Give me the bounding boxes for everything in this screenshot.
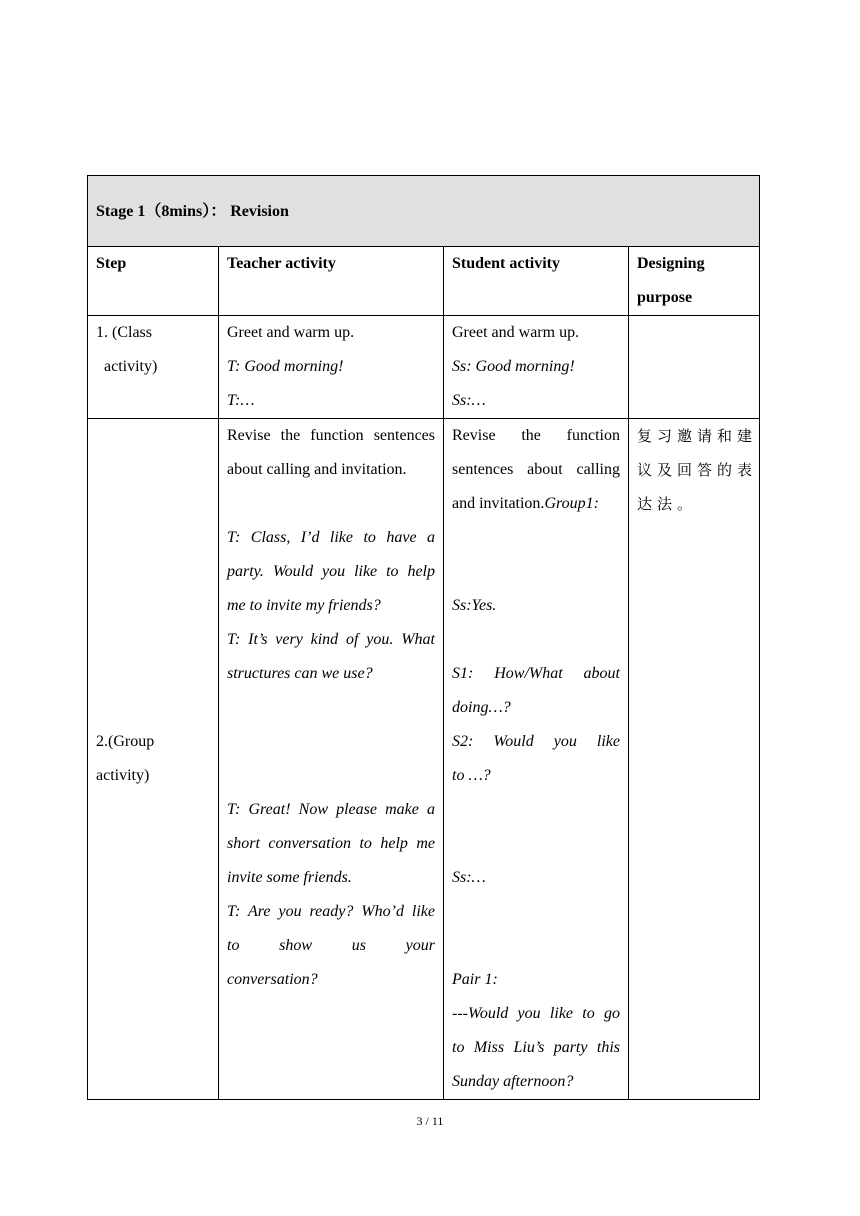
stage-row <box>88 176 760 247</box>
teacher-line: Revise the function sentences <box>227 427 435 444</box>
teacher-line: me to invite my friends? <box>227 597 381 614</box>
teacher-line: conversation? <box>227 971 318 988</box>
student-activity-cell <box>444 316 629 419</box>
step-line: activity) <box>96 767 150 784</box>
purpose-line: 复习邀请和建 <box>637 427 758 445</box>
student-line: Pair 1: <box>452 971 498 988</box>
teacher-line: T: Are you ready? Who’d like <box>227 903 435 920</box>
purpose-line: 议及回答的表 <box>637 461 758 479</box>
step-cell <box>88 419 219 1100</box>
teacher-line: Greet and warm up. <box>227 324 355 341</box>
student-line: Revise the function <box>452 427 620 444</box>
lesson-plan-table <box>87 175 760 1100</box>
student-line: Ss: Good morning! <box>452 358 575 375</box>
student-line: Ss:… <box>452 392 486 409</box>
page-number: 3 / 11 <box>416 1114 444 1128</box>
teacher-line: T:… <box>227 392 255 409</box>
student-line: Sunday afternoon? <box>452 1073 574 1090</box>
student-line: Ss:… <box>452 869 486 886</box>
step-cell <box>88 316 219 419</box>
student-line: Ss:Yes. <box>452 597 497 614</box>
student-line: S2: Would you like <box>452 733 620 750</box>
teacher-line: short conversation to help me <box>227 835 435 852</box>
header-purpose-line-2: purpose <box>637 289 693 306</box>
step-line: 1. (Class <box>96 324 152 341</box>
student-line <box>452 487 620 521</box>
student-line: to …? <box>452 767 491 784</box>
teacher-line: invite some friends. <box>227 869 352 886</box>
teacher-line: party. Would you like to help <box>227 563 435 580</box>
student-line: S1: How/What about <box>452 665 620 682</box>
table-row <box>88 419 760 1100</box>
teacher-line: structures can we use? <box>227 665 373 682</box>
header-purpose-line-1: Designing <box>637 255 705 272</box>
teacher-activity-cell <box>219 419 444 1100</box>
student-line: sentences about calling <box>452 461 620 478</box>
teacher-line: T: Good morning! <box>227 358 344 375</box>
header-student-activity: Student activity <box>444 247 629 316</box>
teacher-line: T: Great! Now please make a <box>227 801 435 818</box>
header-designing-purpose <box>629 247 760 316</box>
header-teacher-activity: Teacher activity <box>219 247 444 316</box>
student-line: to Miss Liu’s party this <box>452 1039 620 1056</box>
student-activity-cell <box>444 419 629 1100</box>
student-line: ---Would you like to go <box>452 1005 620 1022</box>
student-text: and invitation. <box>452 495 545 512</box>
teacher-line: to show us your <box>227 937 435 954</box>
header-row <box>88 247 760 316</box>
teacher-line: T: Class, I’d like to have a <box>227 529 435 546</box>
purpose-line: 达法。 <box>637 495 698 513</box>
step-line: 2.(Group <box>96 733 155 750</box>
purpose-cell <box>629 316 760 419</box>
student-line: doing…? <box>452 699 511 716</box>
stage-title: Stage 1（8mins）： Revision <box>88 176 760 247</box>
student-text: Group1: <box>544 495 599 512</box>
teacher-line: about calling and invitation. <box>227 461 407 478</box>
header-step: Step <box>88 247 219 316</box>
student-line: Greet and warm up. <box>452 324 580 341</box>
table-row <box>88 316 760 419</box>
purpose-cell <box>629 419 760 1100</box>
teacher-line: T: It’s very kind of you. What <box>227 631 435 648</box>
teacher-activity-cell <box>219 316 444 419</box>
step-line: activity) <box>104 358 158 375</box>
